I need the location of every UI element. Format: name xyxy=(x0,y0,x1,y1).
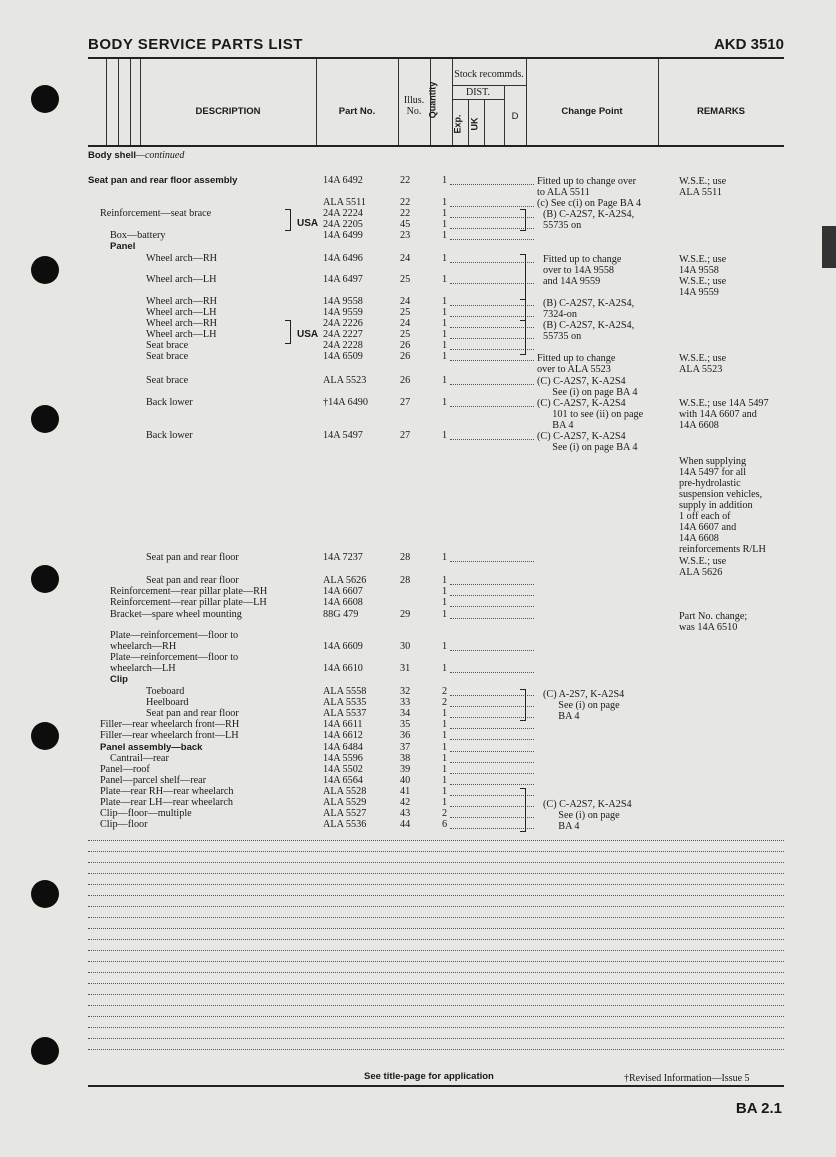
row-description: Wheel arch—RH xyxy=(146,318,217,329)
row-quantity: 1 xyxy=(442,730,448,741)
leader-dots xyxy=(450,584,534,585)
row-quantity: 1 xyxy=(442,597,448,608)
leader-dots xyxy=(450,239,534,240)
leader-dots xyxy=(450,606,534,607)
row-quantity: 1 xyxy=(442,375,448,386)
leader-dots xyxy=(450,762,534,763)
row-description: Clip—floor xyxy=(100,819,148,830)
change-point: (C) C-A2S7, K-A2S4 101 to see (ii) on page BA 4 xyxy=(537,398,644,431)
row-description: wheelarch—RH xyxy=(110,641,177,652)
blank-rule xyxy=(88,851,784,852)
row-part-no: 14A 6608 xyxy=(323,597,363,608)
row-part-no: ALA 5626 xyxy=(323,575,367,586)
row-illus-no: 34 xyxy=(400,708,411,719)
row-description: Seat pan and rear floor xyxy=(146,552,239,563)
change-point: (C) C-A2S7, K-A2S4 See (i) on page BA 4 xyxy=(537,431,638,453)
row-part-no: 14A 6499 xyxy=(323,230,363,241)
leader-dots xyxy=(450,561,534,562)
row-illus-no: 27 xyxy=(400,430,411,441)
row-part-no: 24A 2226 xyxy=(323,318,363,329)
row-illus-no: 38 xyxy=(400,753,411,764)
page-title: BODY SERVICE PARTS LIST xyxy=(88,36,303,53)
row-illus-no: 26 xyxy=(400,375,411,386)
row-illus-no: 26 xyxy=(400,340,411,351)
row-description: Clip—floor—multiple xyxy=(100,808,192,819)
row-quantity: 1 xyxy=(442,764,448,775)
row-illus-no: 28 xyxy=(400,552,411,563)
row-illus-no: 22 xyxy=(400,175,411,186)
row-quantity: 1 xyxy=(442,663,448,674)
row-part-no: 14A 5497 xyxy=(323,430,363,441)
row-quantity: 1 xyxy=(442,742,448,753)
row-part-no: 14A 6509 xyxy=(323,351,363,362)
blank-rule xyxy=(88,1027,784,1028)
change-point: (C) A-2S7, K-A2S4 See (i) on page BA 4 xyxy=(543,689,625,722)
bracket xyxy=(520,689,526,721)
row-part-no: 24A 2224 xyxy=(323,208,363,219)
row-part-no: ALA 5523 xyxy=(323,375,367,386)
row-illus-no: 44 xyxy=(400,819,411,830)
blank-rule xyxy=(88,884,784,885)
row-part-no: 14A 6611 xyxy=(323,719,363,730)
row-description: Seat brace xyxy=(146,375,189,386)
blank-rule xyxy=(88,840,784,841)
row-part-no: 14A 9558 xyxy=(323,296,363,307)
row-part-no: ALA 5536 xyxy=(323,819,367,830)
row-description: Filler—rear wheelarch front—RH xyxy=(100,719,240,730)
bracket xyxy=(520,299,526,321)
bracket xyxy=(285,320,291,344)
blank-rule xyxy=(88,1049,784,1050)
row-part-no: 14A 9559 xyxy=(323,307,363,318)
row-part-no: 14A 6564 xyxy=(323,775,363,786)
row-part-no: ALA 5558 xyxy=(323,686,367,697)
row-description: Panel—roof xyxy=(100,764,150,775)
col-exp: Exp. xyxy=(452,114,463,134)
row-illus-no: 39 xyxy=(400,764,411,775)
leader-dots xyxy=(450,773,534,774)
row-part-no: 24A 2228 xyxy=(323,340,363,351)
leader-dots xyxy=(450,728,534,729)
row-illus-no: 22 xyxy=(400,208,411,219)
row-part-no: 14A 6612 xyxy=(323,730,363,741)
blank-rule xyxy=(88,994,784,995)
row-quantity: 1 xyxy=(442,753,448,764)
footer-rule xyxy=(88,1085,784,1087)
row-description: Clip xyxy=(110,674,128,685)
binder-hole-icon xyxy=(31,880,59,908)
remark: Part No. change; was 14A 6510 xyxy=(679,611,748,633)
blank-rule xyxy=(88,972,784,973)
row-quantity: 1 xyxy=(442,641,448,652)
blank-rule xyxy=(88,961,784,962)
row-illus-no: 35 xyxy=(400,719,411,730)
blank-rule xyxy=(88,928,784,929)
binder-hole-icon xyxy=(31,405,59,433)
remark: W.S.E.; use ALA 5626 xyxy=(679,556,727,578)
index-tab xyxy=(822,226,836,268)
row-part-no: ALA 5535 xyxy=(323,697,367,708)
col-stock: Stock recommds. xyxy=(454,69,524,80)
leader-dots xyxy=(450,206,534,207)
row-illus-no: 31 xyxy=(400,663,411,674)
row-description: Panel xyxy=(110,241,136,252)
row-quantity: 6 xyxy=(442,819,448,830)
binder-hole-icon xyxy=(31,565,59,593)
row-description: Filler—rear wheelarch front—LH xyxy=(100,730,239,741)
row-quantity: 1 xyxy=(442,175,448,186)
row-quantity: 1 xyxy=(442,586,448,597)
row-quantity: 1 xyxy=(442,208,448,219)
row-quantity: 1 xyxy=(442,609,448,620)
row-quantity: 1 xyxy=(442,274,448,285)
table-header xyxy=(88,57,784,147)
row-illus-no: 23 xyxy=(400,230,411,241)
col-dist: DIST. xyxy=(466,87,490,98)
row-part-no: ALA 5529 xyxy=(323,797,367,808)
col-d: D xyxy=(511,111,519,122)
row-quantity: 1 xyxy=(442,253,448,264)
row-description: Plate—reinforcement—floor to xyxy=(110,630,239,641)
row-description: Seat brace xyxy=(146,340,189,351)
row-description: Reinforcement—rear pillar plate—RH xyxy=(110,586,268,597)
row-quantity: 1 xyxy=(442,430,448,441)
row-quantity: 1 xyxy=(442,797,448,808)
row-description: Seat brace xyxy=(146,351,189,362)
row-description: Box—battery xyxy=(110,230,166,241)
row-quantity: 1 xyxy=(442,230,448,241)
row-description: Heelboard xyxy=(146,697,189,708)
remark: W.S.E.; use 14A 9558 W.S.E.; use 14A 9559 xyxy=(679,254,727,298)
blank-rule xyxy=(88,983,784,984)
usa-label: USA xyxy=(297,329,319,340)
leader-dots xyxy=(450,360,534,361)
row-description: Plate—reinforcement—floor to xyxy=(110,652,239,663)
row-description: Seat pan and rear floor xyxy=(146,575,239,586)
blank-rule xyxy=(88,1038,784,1039)
change-point: Fitted up to change over to ALA 5511 xyxy=(537,176,637,198)
row-description: Plate—rear RH—rear wheelarch xyxy=(100,786,234,797)
row-description: Wheel arch—LH xyxy=(146,329,217,340)
row-quantity: 1 xyxy=(442,318,448,329)
row-part-no: 14A 6492 xyxy=(323,175,363,186)
leader-dots xyxy=(450,672,534,673)
blank-rule xyxy=(88,950,784,951)
row-part-no: 88G 479 xyxy=(323,609,359,620)
leader-dots xyxy=(450,784,534,785)
row-description: Back lower xyxy=(146,397,193,408)
row-quantity: 1 xyxy=(442,351,448,362)
leader-dots xyxy=(450,384,534,385)
bracket xyxy=(520,254,526,300)
blank-rule xyxy=(88,862,784,863)
row-quantity: 2 xyxy=(442,808,448,819)
row-description: Bracket—spare wheel mounting xyxy=(110,609,242,620)
row-illus-no: 30 xyxy=(400,641,411,652)
row-illus-no: 45 xyxy=(400,219,411,230)
row-part-no: 14A 5502 xyxy=(323,764,363,775)
row-part-no: 14A 7237 xyxy=(323,552,363,563)
row-illus-no: 25 xyxy=(400,274,411,285)
change-point: (c) See c(i) on Page BA 4 xyxy=(537,198,642,209)
bracket xyxy=(520,788,526,832)
change-point: (C) C-A2S7, K-A2S4 See (i) on page BA 4 xyxy=(543,799,632,832)
row-description: Toeboard xyxy=(146,686,185,697)
blank-rule xyxy=(88,895,784,896)
page-number: BA 2.1 xyxy=(735,1100,782,1117)
change-point: (C) C-A2S7, K-A2S4 See (i) on page BA 4 xyxy=(537,376,638,398)
application-note: See title-page for application xyxy=(364,1071,494,1082)
row-quantity: 1 xyxy=(442,708,448,719)
row-quantity: 1 xyxy=(442,575,448,586)
change-point: Fitted up to change over to 14A 9558 and 14A 9559 xyxy=(543,254,622,287)
row-description: Cantrail—rear xyxy=(110,753,169,764)
row-illus-no: 36 xyxy=(400,730,411,741)
remark: When supplying 14A 5497 for all pre-hydrolastic suspension vehicles, supply in addition 1 off each of 14A 6607 and 14A 6608 reinforcements R/LH xyxy=(679,456,766,555)
row-part-no: 24A 2205 xyxy=(323,219,363,230)
row-part-no: ALA 5528 xyxy=(323,786,367,797)
row-illus-no: 43 xyxy=(400,808,411,819)
row-description: Wheel arch—LH xyxy=(146,274,217,285)
row-part-no: 14A 6484 xyxy=(323,742,363,753)
row-description: Wheel arch—LH xyxy=(146,307,217,318)
row-quantity: 1 xyxy=(442,219,448,230)
leader-dots xyxy=(450,439,534,440)
blank-rule xyxy=(88,917,784,918)
row-quantity: 1 xyxy=(442,296,448,307)
row-description: Reinforcement—rear pillar plate—LH xyxy=(110,597,267,608)
row-illus-no: 24 xyxy=(400,318,411,329)
blank-rule xyxy=(88,873,784,874)
leader-dots xyxy=(450,595,534,596)
blank-rule xyxy=(88,939,784,940)
col-quantity: Quantity xyxy=(427,81,438,119)
row-description: Panel assembly—back xyxy=(100,742,203,753)
row-description: Wheel arch—RH xyxy=(146,253,217,264)
row-quantity: 1 xyxy=(442,552,448,563)
row-part-no: 14A 6496 xyxy=(323,253,363,264)
col-remarks: REMARKS xyxy=(696,106,746,117)
remark: W.S.E.; use 14A 5497 with 14A 6607 and 14A 6608 xyxy=(679,398,769,431)
usa-label: USA xyxy=(297,218,319,229)
row-description: Wheel arch—RH xyxy=(146,296,217,307)
binder-hole-icon xyxy=(31,256,59,284)
row-illus-no: 33 xyxy=(400,697,411,708)
revision-note: †Revised Information—Issue 5 xyxy=(624,1073,750,1084)
row-part-no: ALA 5511 xyxy=(323,197,366,208)
change-point: (B) C-A2S7, K-A2S4, 55735 on xyxy=(543,209,635,231)
remark: W.S.E.; use ALA 5511 xyxy=(679,176,727,198)
row-illus-no: 41 xyxy=(400,786,411,797)
row-quantity: 1 xyxy=(442,786,448,797)
row-illus-no: 25 xyxy=(400,329,411,340)
col-part-no: Part No. xyxy=(338,106,376,117)
blank-rule xyxy=(88,1016,784,1017)
section-heading: Body shell—continued xyxy=(88,150,185,161)
row-part-no: ALA 5527 xyxy=(323,808,367,819)
row-illus-no: 28 xyxy=(400,575,411,586)
binder-hole-icon xyxy=(31,1037,59,1065)
row-description: Seat pan and rear floor xyxy=(146,708,239,719)
col-change-point: Change Point xyxy=(561,106,623,117)
leader-dots xyxy=(450,184,534,185)
leader-dots xyxy=(450,751,534,752)
document-code: AKD 3510 xyxy=(713,36,784,53)
row-part-no: 14A 6609 xyxy=(323,641,363,652)
row-quantity: 1 xyxy=(442,197,448,208)
bracket xyxy=(520,320,526,355)
blank-rule xyxy=(88,906,784,907)
row-quantity: 1 xyxy=(442,340,448,351)
bracket xyxy=(520,209,526,231)
row-quantity: 1 xyxy=(442,307,448,318)
row-illus-no: 42 xyxy=(400,797,411,808)
row-description: Back lower xyxy=(146,430,193,441)
row-illus-no: 25 xyxy=(400,307,411,318)
row-part-no: 14A 6610 xyxy=(323,663,363,674)
row-description: Reinforcement—seat brace xyxy=(100,208,212,219)
row-illus-no: 24 xyxy=(400,253,411,264)
change-point: (B) C-A2S7, K-A2S4, 7324-on xyxy=(543,298,635,320)
row-quantity: 1 xyxy=(442,397,448,408)
row-quantity: 2 xyxy=(442,686,448,697)
row-illus-no: 37 xyxy=(400,742,411,753)
leader-dots xyxy=(450,406,534,407)
row-part-no: 14A 6497 xyxy=(323,274,363,285)
row-illus-no: 40 xyxy=(400,775,411,786)
row-illus-no: 27 xyxy=(400,397,411,408)
binder-hole-icon xyxy=(31,85,59,113)
row-illus-no: 32 xyxy=(400,686,411,697)
row-illus-no: 29 xyxy=(400,609,411,620)
blank-rule xyxy=(88,1005,784,1006)
col-description: DESCRIPTION xyxy=(195,106,261,117)
row-quantity: 1 xyxy=(442,719,448,730)
row-quantity: 1 xyxy=(442,775,448,786)
change-point: (B) C-A2S7, K-A2S4, 55735 on xyxy=(543,320,635,342)
row-part-no: ALA 5537 xyxy=(323,708,367,719)
leader-dots xyxy=(450,650,534,651)
binder-hole-icon xyxy=(31,722,59,750)
col-illus: Illus. No. xyxy=(403,95,425,117)
remark: W.S.E.; use ALA 5523 xyxy=(679,353,727,375)
row-illus-no: 24 xyxy=(400,296,411,307)
change-point: Fitted up to change over to ALA 5523 xyxy=(537,353,616,375)
leader-dots xyxy=(450,618,534,619)
row-description: Seat pan and rear floor assembly xyxy=(88,175,238,186)
row-part-no: 14A 6607 xyxy=(323,586,363,597)
row-description: Panel—parcel shelf—rear xyxy=(100,775,207,786)
row-part-no: 14A 5596 xyxy=(323,753,363,764)
row-description: wheelarch—LH xyxy=(110,663,176,674)
row-illus-no: 22 xyxy=(400,197,411,208)
row-illus-no: 26 xyxy=(400,351,411,362)
row-description: Plate—rear LH—rear wheelarch xyxy=(100,797,233,808)
leader-dots xyxy=(450,739,534,740)
row-part-no: †14A 6490 xyxy=(323,397,368,408)
col-uk: UK xyxy=(469,117,480,131)
row-part-no: 24A 2227 xyxy=(323,329,363,340)
bracket xyxy=(285,209,291,231)
row-quantity: 2 xyxy=(442,697,448,708)
row-quantity: 1 xyxy=(442,329,448,340)
